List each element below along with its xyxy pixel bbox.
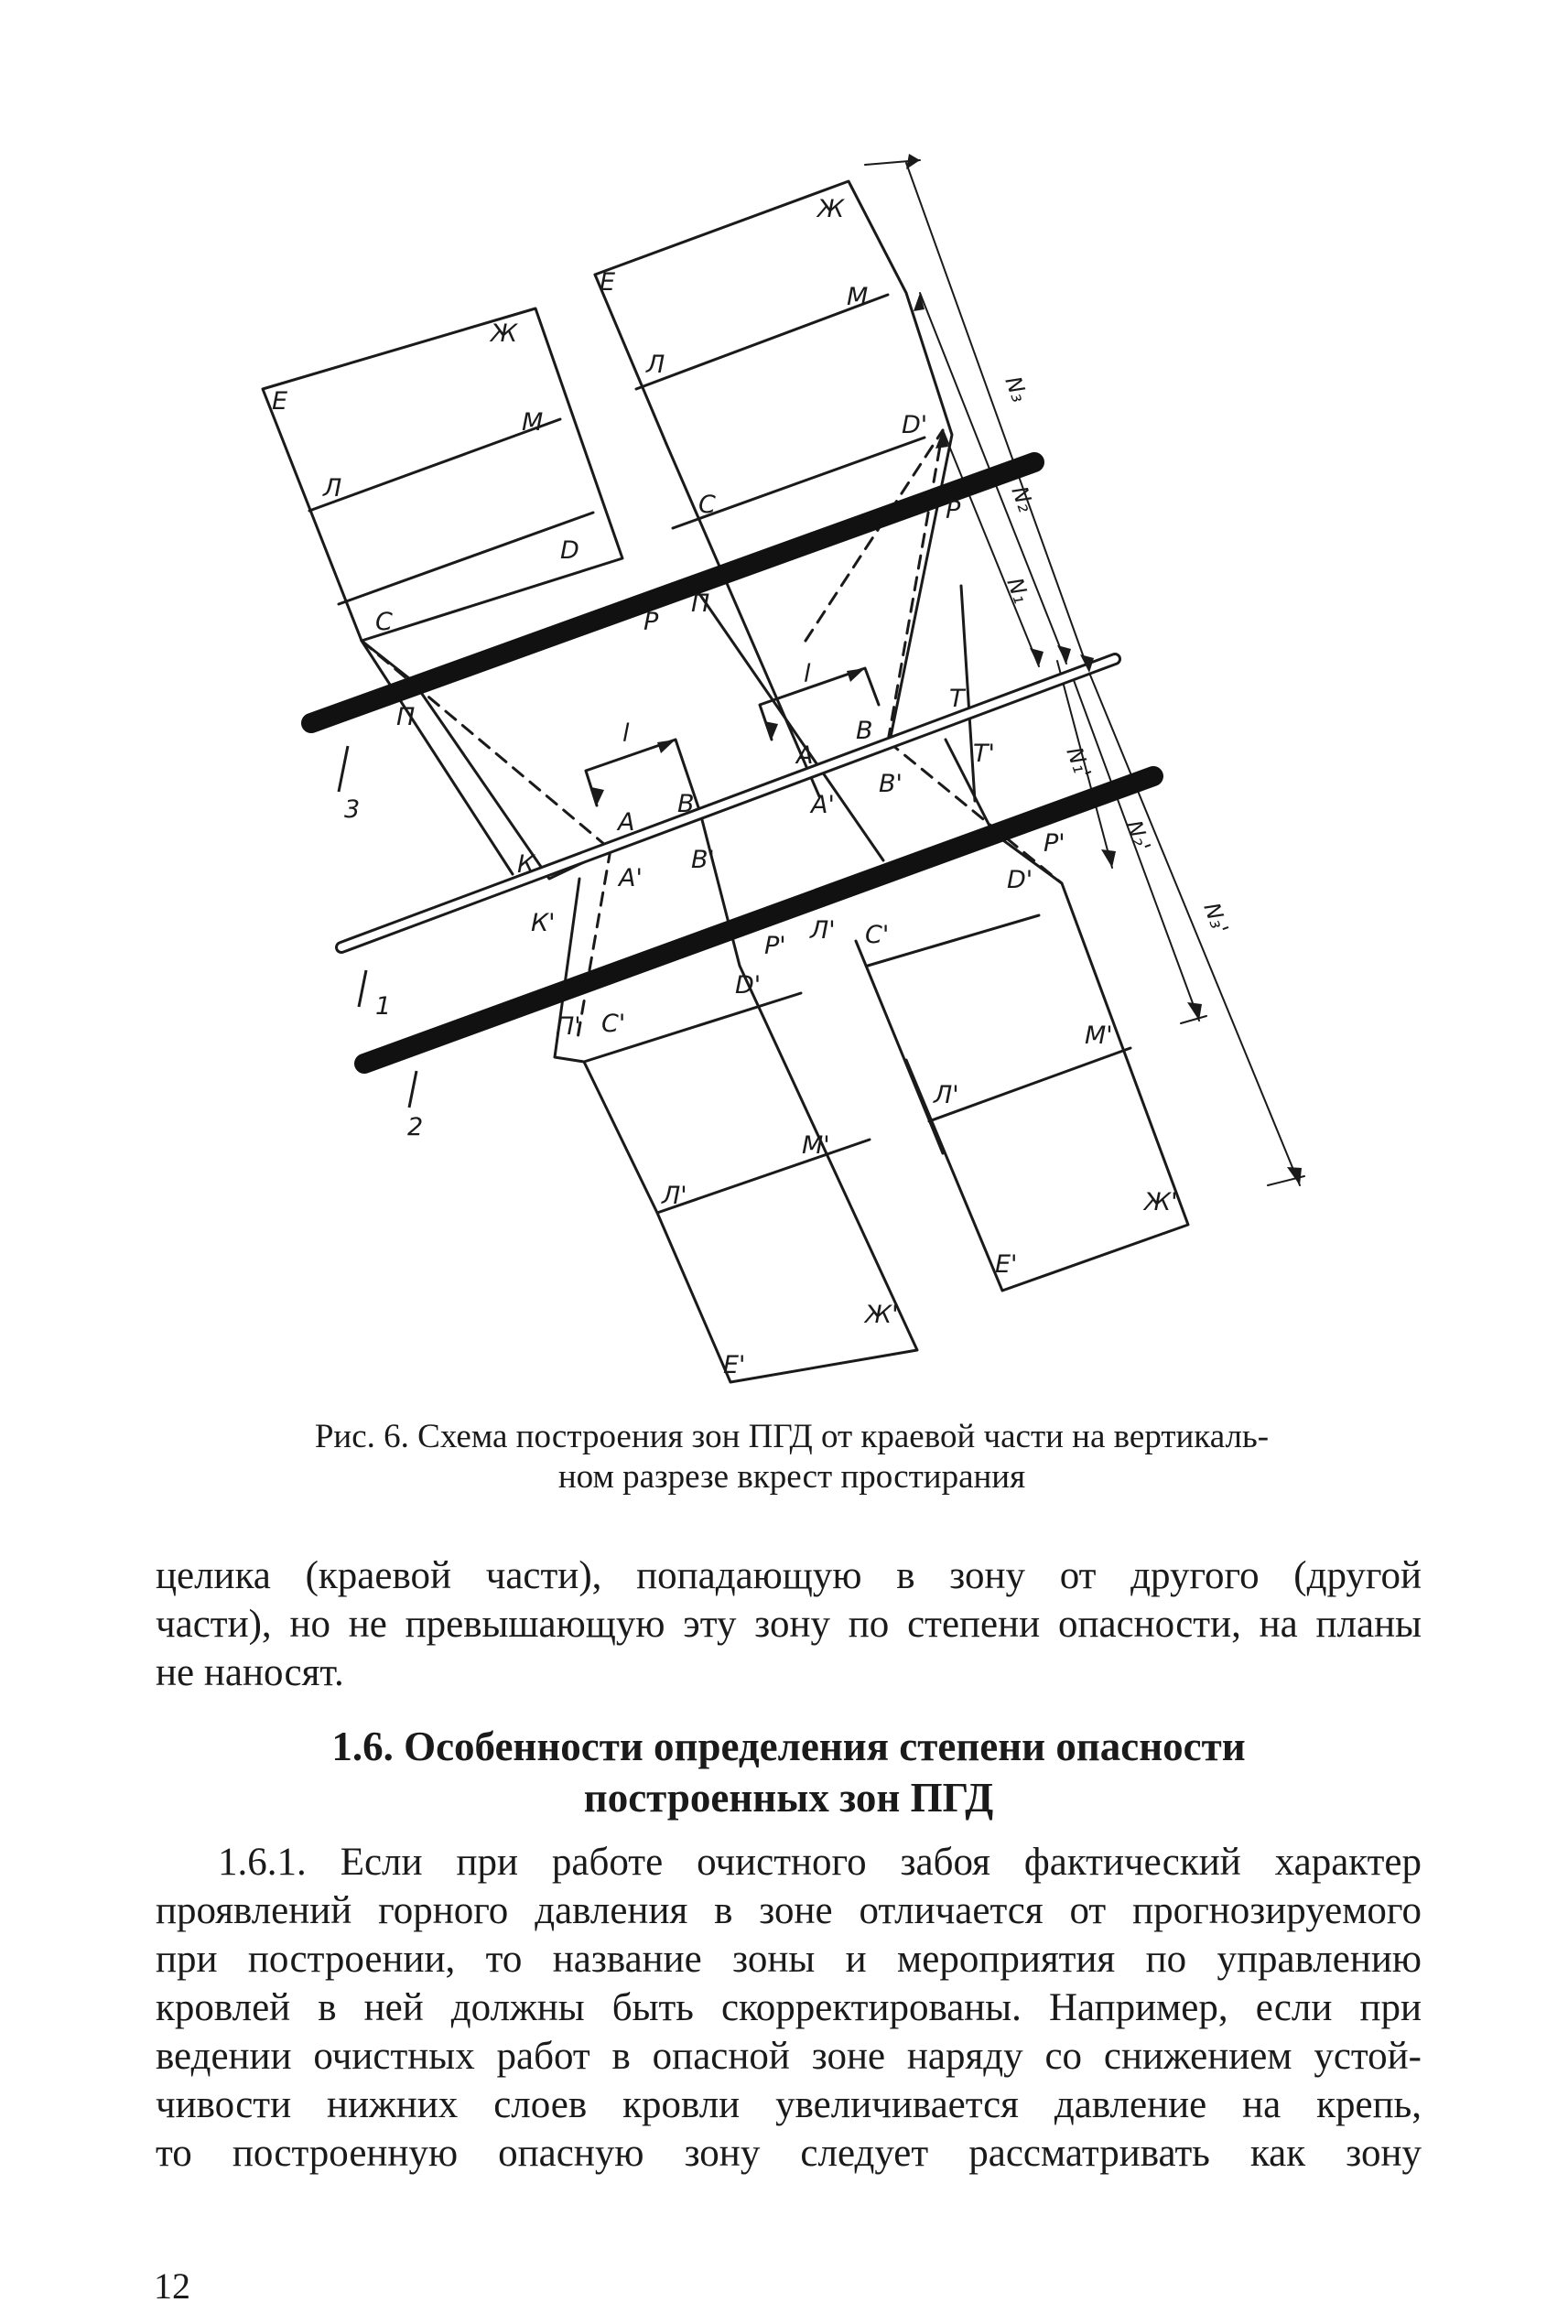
label-left-L: Л [323, 474, 342, 503]
label-N1p: N₁' [1061, 743, 1097, 783]
paragraph-line: чивости нижних слоев кровли увеличивается давление на крепь, [156, 2083, 1422, 2126]
paragraph-line: 1.6.1. Если при работе очистного забоя фактический характер [218, 1841, 1422, 1884]
label-seam-2: 2 [407, 1113, 424, 1141]
seams [311, 462, 1156, 1108]
paragraph-line: при построении, то название зоны и мероприятия по управлению [156, 1938, 1422, 1981]
seam-3 [311, 462, 1034, 723]
label-seam-1: 1 [375, 992, 392, 1021]
label-right-L: Л [646, 351, 665, 379]
label-left-D: D [560, 536, 579, 565]
label-left-E: Е [272, 387, 288, 416]
label-right-Cp: С' [865, 921, 890, 949]
label-left-Bp: В' [691, 846, 715, 874]
label-right-Pp: Р' [1044, 829, 1065, 858]
label-right-Lp: Л' [810, 916, 836, 945]
label-right-Bp: В' [879, 770, 903, 798]
paragraph-line: ведении очистных работ в опасной зоне наряду со снижением устой- [156, 2035, 1422, 2078]
label-left-Zhp: Ж' [865, 1301, 899, 1329]
label-right-Rp: Р' [764, 932, 786, 960]
paragraph-line: не наносят. [156, 1651, 344, 1694]
label-left-K: К [517, 850, 535, 879]
label-left-Zh: Ж [491, 319, 518, 348]
label-right-R: Р [643, 608, 659, 636]
paragraph-line: части), но не превышающую эту зону по степени опасности, на планы [156, 1603, 1422, 1646]
page-number: 12 [154, 2265, 190, 2307]
label-left-Ap: А' [619, 864, 643, 892]
label-right-A: А [796, 741, 814, 770]
caption-line-2: ном разрезе вкрест простирания [557, 1458, 1026, 1496]
label-N3p: N₃' [1198, 899, 1234, 938]
label-right-Zh: Ж [817, 195, 845, 223]
label-N2p: N₂' [1120, 816, 1156, 856]
label-right-Tp: Т' [973, 740, 995, 768]
label-right-T: Т [949, 685, 965, 713]
label-left-Dp: D' [735, 971, 762, 1000]
label-N1: N₁ [1001, 574, 1035, 607]
paragraph-line: проявлений горного давления в зоне отличается от прогнозируемого [156, 1889, 1422, 1932]
label-right-B: В [856, 717, 873, 745]
label-left-P: П [396, 703, 416, 731]
label-left-Mp: М' [802, 1131, 830, 1160]
label-left-A: А [618, 808, 635, 837]
label-left-Pp: П' [556, 1012, 581, 1041]
paragraph-continuation [156, 1551, 1422, 1697]
paragraph-line: кровлей в ней должны быть скорректированы. Например, если при [156, 1986, 1422, 2029]
label-right-E: Е [600, 268, 616, 297]
label-right-Ep: Е' [995, 1250, 1018, 1279]
label-left-l: l [622, 719, 630, 748]
left-lower-block [555, 813, 917, 1382]
caption-line-1: Рис. 6. Схема построения зон ПГД от краевой части на вертикаль- [314, 1418, 1270, 1455]
label-right-Ap: А' [811, 791, 835, 819]
label-right-Dp: D' [1007, 866, 1033, 894]
label-right-Lp2: Л' [934, 1081, 959, 1109]
label-right-C: С [698, 491, 716, 519]
label-left-Lp: Л' [662, 1182, 687, 1210]
label-left-B: В [677, 790, 695, 818]
arrowheads [591, 154, 1302, 1185]
label-right-M: М [847, 283, 869, 311]
paragraph-line: целика (краевой части), попадающую в зону от другого (другой [156, 1554, 1422, 1597]
label-left-Ep: Е' [723, 1351, 746, 1379]
label-left-M: М [522, 408, 544, 437]
paragraph-1-6-1 [156, 1838, 1422, 2178]
seam-2 [364, 776, 1156, 1064]
label-right-Rb: Р [946, 496, 961, 524]
label-left-C: С [375, 608, 393, 636]
figure-caption [275, 1417, 1309, 1497]
label-right-Mp: М' [1085, 1021, 1113, 1050]
heading-line-1: 1.6. Особенности определения степени опасности [331, 1724, 1246, 1769]
left-upper-block [263, 308, 622, 641]
label-N3: N₃ [1000, 373, 1033, 405]
section-heading [156, 1721, 1422, 1823]
label-left-Kp: К' [531, 909, 556, 937]
label-right-l: l [804, 660, 811, 688]
label-right-Zhp: Ж' [1144, 1188, 1178, 1216]
paragraph-line: то построенную опасную зону следует рассматривать как зону [156, 2132, 1422, 2175]
label-left-Cp: С' [601, 1010, 626, 1038]
label-seam-3: 3 [344, 795, 361, 824]
heading-line-2: построенных зон ПГД [583, 1775, 994, 1821]
label-right-Dq: D' [902, 411, 928, 439]
label-N2: N₂ [1006, 482, 1040, 515]
label-right-P: П [691, 589, 710, 618]
